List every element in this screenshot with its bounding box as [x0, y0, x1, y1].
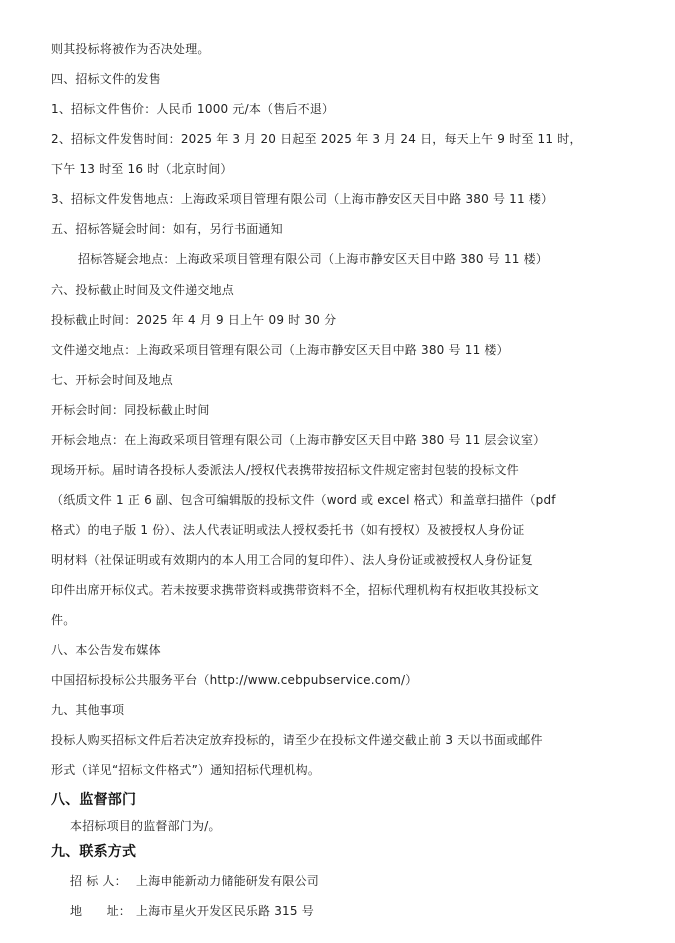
section-heading-other: 九、其他事项	[51, 703, 125, 717]
text-line: 下午 13 时至 16 时（北京时间）	[51, 162, 233, 176]
text-line: 现场开标。届时请各投标人委派法人/授权代表携带按招标文件规定密封包装的投标文件	[51, 463, 519, 477]
tenderer-row	[70, 873, 319, 889]
text-line: 3、招标文件发售地点：上海政采项目管理有限公司（上海市静安区天目中路 380 号 11 楼）	[51, 192, 554, 206]
text-line: 开标会地点：在上海政采项目管理有限公司（上海市静安区天目中路 380 号 11 层会议室）	[51, 433, 546, 447]
section-heading-4: 四、招标文件的发售	[51, 72, 161, 86]
tenderer-label: 招 标 人：	[70, 874, 127, 888]
text-line: 开标会时间：同投标截止时间	[51, 403, 210, 417]
text-line-url: 中国招标投标公共服务平台（http://www.cebpubservice.com/）	[51, 673, 418, 687]
text-line: 招标答疑会地点：上海政采项目管理有限公司（上海市静安区天目中路 380 号 11 楼）	[78, 252, 549, 266]
text-line: 格式）的电子版 1 份）、法人代表证明或法人授权委托书（如有授权）及被授权人身份证	[51, 523, 525, 537]
section-heading-media: 八、本公告发布媒体	[51, 643, 161, 657]
address-row	[70, 903, 314, 919]
section-heading-7: 七、开标会时间及地点	[51, 373, 174, 387]
text-line: 投标人购买招标文件后若决定放弃投标的，请至少在投标文件递交截止前 3 天以书面或邮件	[51, 733, 543, 747]
text-line: 形式（详见“招标文件格式”）通知招标代理机构。	[51, 763, 321, 777]
text-line: 明材料（社保证明或有效期内的本人用工合同的复印件）、法人身份证或被授权人身份证复	[51, 553, 534, 567]
text-line: 件。	[51, 613, 76, 627]
address-label: 地 址：	[70, 904, 132, 918]
section-heading-5: 五、招标答疑会时间：如有，另行书面通知	[51, 222, 283, 236]
text-line: 投标截止时间：2025 年 4 月 9 日上午 09 时 30 分	[51, 313, 337, 327]
supervision-body: 本招标项目的监督部门为/。	[70, 819, 221, 833]
text-line: 印件出席开标仪式。若未按要求携带资料或携带资料不全，招标代理机构有权拒收其投标文	[51, 583, 540, 597]
section-heading-6: 六、投标截止时间及文件递交地点	[51, 283, 235, 297]
address-value: 上海市星火开发区民乐路 315 号	[136, 904, 314, 918]
tenderer-value: 上海申能新动力储能研发有限公司	[136, 874, 320, 888]
text-line: 则其投标将被作为否决处理。	[51, 42, 210, 56]
supervision-heading: 八、监督部门	[51, 792, 137, 808]
text-line: 文件递交地点：上海政采项目管理有限公司（上海市静安区天目中路 380 号 11 楼）	[51, 343, 509, 357]
text-line: 1、招标文件售价：人民币 1000 元/本（售后不退）	[51, 102, 335, 116]
contact-heading: 九、联系方式	[51, 844, 137, 860]
text-line: （纸质文件 1 正 6 副、包含可编辑版的投标文件（word 或 excel 格式）和盖章扫描件（pdf	[51, 493, 556, 507]
text-line: 2、招标文件发售时间：2025 年 3 月 20 日起至 2025 年 3 月 24 日，每天上午 9 时至 11 时，	[51, 132, 582, 146]
